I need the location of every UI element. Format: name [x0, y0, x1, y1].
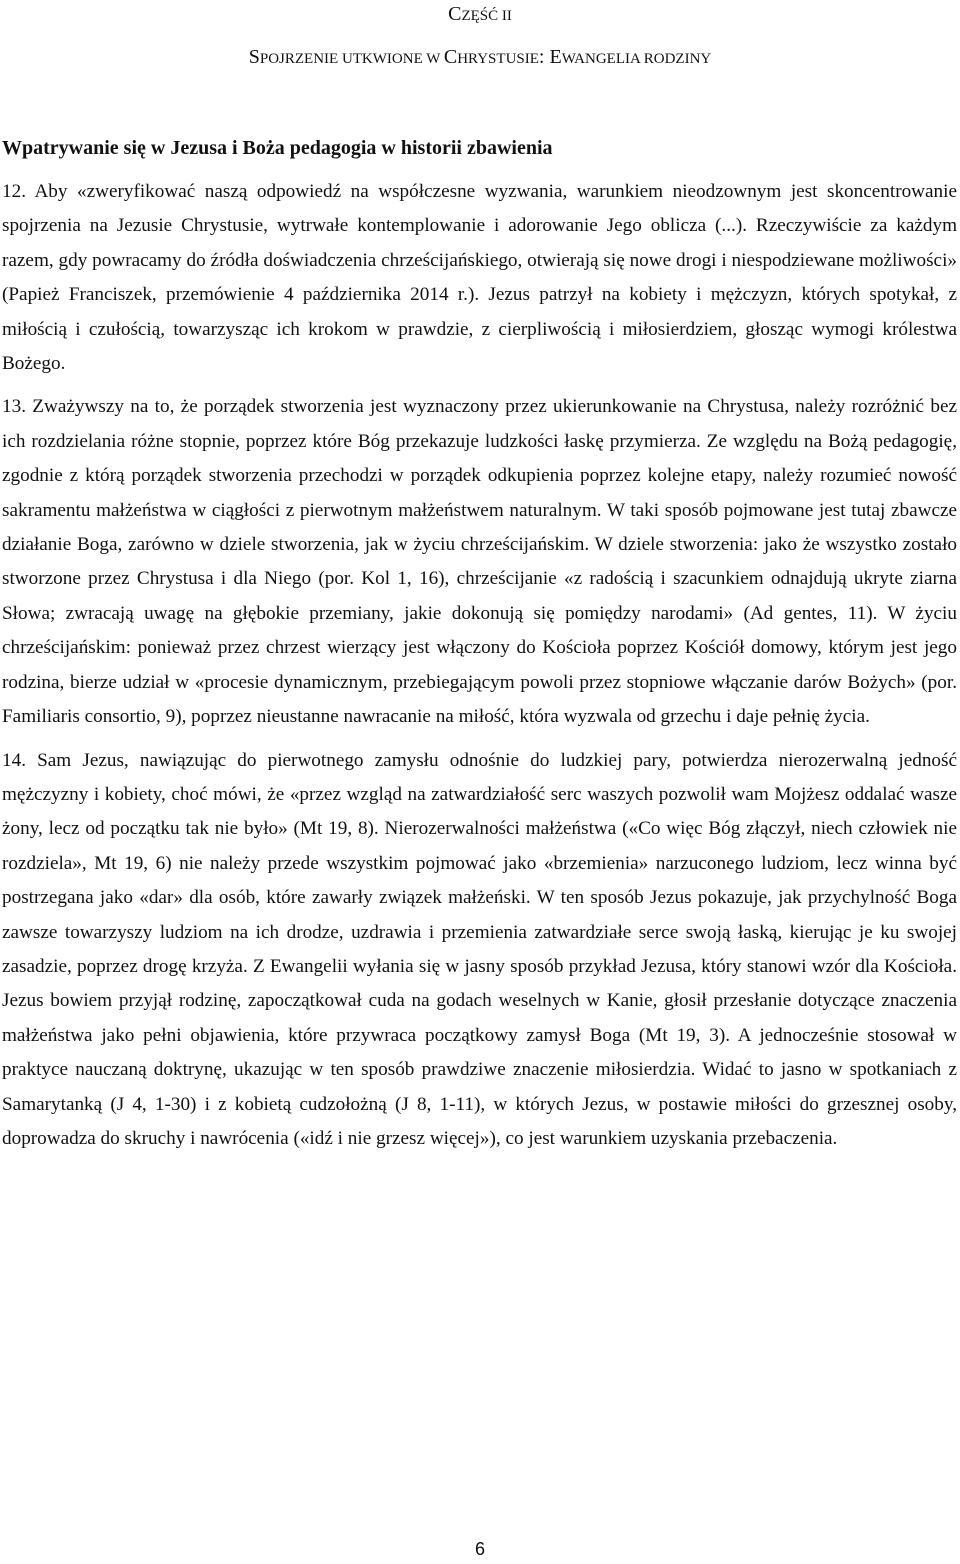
paragraph-12: 12. Aby «zweryfikować naszą odpowiedź na współczesne wyzwania, warunkiem nieodzownym jest skoncentrowanie spojrzenia na Jezusie Chrystusie, wytrwałe kontemplowanie i adorowanie Jego oblicza (...). Rzeczywiście za każdym razem, gdy powracamy do źródła doświadczenia chrześcijańskiego, otwierają się nowe drogi i niespodziewane możliwości» (Papież Franciszek, przemówienie 4 października 2014 r.). Jezus patrzył na kobiety i mężczyzn, których spotykał, z miłością i czułością, towarzysząc ich krokom w prawdzie, z cierpliwością i miłosierdziem, głosząc wymogi królestwa Bożego.: [2, 181, 957, 375]
part-title-rest: ZĘŚĆ II: [461, 8, 512, 24]
subtitle-word-2: HRYSTUSIE: [457, 51, 539, 67]
part-title: [0, 0, 960, 29]
subtitle-word-1: POJRZENIE UTKWIONE W: [259, 51, 444, 67]
subtitle-initial-3: E: [549, 46, 562, 68]
paragraph-13: 13. Zważywszy na to, że porządek stworzenia jest wyznaczony przez ukierunkowanie na Chrystusa, należy rozróżnić bez ich rozdzielania różne stopnie, poprzez które Bóg przekazuje ludzkości łaskę przymierza. Ze względu na Bożą pedagogię, zgodnie z którą porządek stworzenia przechodzi w porządek odkupienia poprzez kolejne etapy, należy rozumieć nowość sakramentu małżeństwa w ciągłości z pierwotnym małżeństwem naturalnym. W taki sposób pojmowane jest tutaj zbawcze działanie Boga, zarówno w dziele stworzenia, jak w życiu chrześcijańskim. W dziele stworzenia: jako że wszystko zostało stworzone przez Chrystusa i dla Niego (por. Kol 1, 16), chrześcijanie «z radością i szacunkiem odnajdują ukryte ziarna Słowa; zwracają uwagę na głębokie przemiany, jakie dokonują się pomiędzy narodami» (Ad gentes, 11). W życiu chrześcijańskim: ponieważ przez chrzest wierzący jest włączony do Kościoła poprzez Kościół domowy, którym jest jego rodzina, bierze udział w «procesie dynamicznym, przebiegającym powoli przez stopniowe włączanie darów Bożych» (por. Familiaris consortio, 9), poprzez nieustanne nawracanie na miłość, która wyzwala od grzechu i daje pełnię życia.: [2, 396, 957, 728]
subtitle-initial-1: S: [248, 46, 260, 68]
page-number: 6: [474, 1539, 485, 1559]
body-text: [2, 175, 957, 1165]
paragraph-14: 14. Sam Jezus, nawiązując do pierwotnego zamysłu odnośnie do ludzkiej pary, potwierdza nierozerwalną jedność mężczyzny i kobiety, choć mówi, że «przez wzgląd na zatwardziałość serc waszych pozwolił wam Mojżesz oddalać wasze żony, lecz od początku tak nie było» (Mt 19, 8). Nierozerwalności małżeństwa («Co więc Bóg złączył, niech człowiek nie rozdziela», Mt 19, 6) nie należy przede wszystkim pojmować jako «brzemienia» narzuconego ludziom, lecz winna być postrzegana jako «dar» dla osób, które zawarły związek małżeński. W ten sposób Jezus pokazuje, jak przychylność Boga zawsze towarzyszy ludziom na ich drodze, uzdrawia i przemienia zatwardziałe serce swoją łaską, kierując je ku swojej zasadzie, poprzez drogę krzyża. Z Ewangelii wyłania się w jasny sposób przykład Jezusa, który stanowi wzór dla Kościoła. Jezus bowiem przyjął rodzinę, zapoczątkował cuda na godach weselnych w Kanie, głosił przesłanie dotyczące znaczenia małżeństwa jako pełni objawienia, które przywraca początkowy zamysł Boga (Mt 19, 3). A jednocześnie stosował w praktyce nauczaną doktrynę, ukazując w ten sposób prawdziwe znaczenie miłosierdzia. Widać to jasno w spotkaniach z Samarytanką (J 4, 1-30) i z kobietą cudzołożną (J 8, 1-11), w których Jezus, w postawie miłości do grzesznej osoby, doprowadza do skruchy i nawrócenia («idź i nie grzesz więcej»), co jest warunkiem uzyskania przebaczenia.: [2, 749, 957, 1149]
subtitle-colon: :: [538, 46, 550, 68]
section-subtitle: [0, 44, 960, 72]
part-title-initial: C: [448, 3, 462, 25]
subtitle-word-3: WANGELIA RODZINY: [561, 51, 712, 67]
subtitle-initial-2: C: [443, 46, 458, 68]
section-heading: Wpatrywanie się w Jezusa i Boża pedagogia w historii zbawienia: [2, 137, 553, 159]
